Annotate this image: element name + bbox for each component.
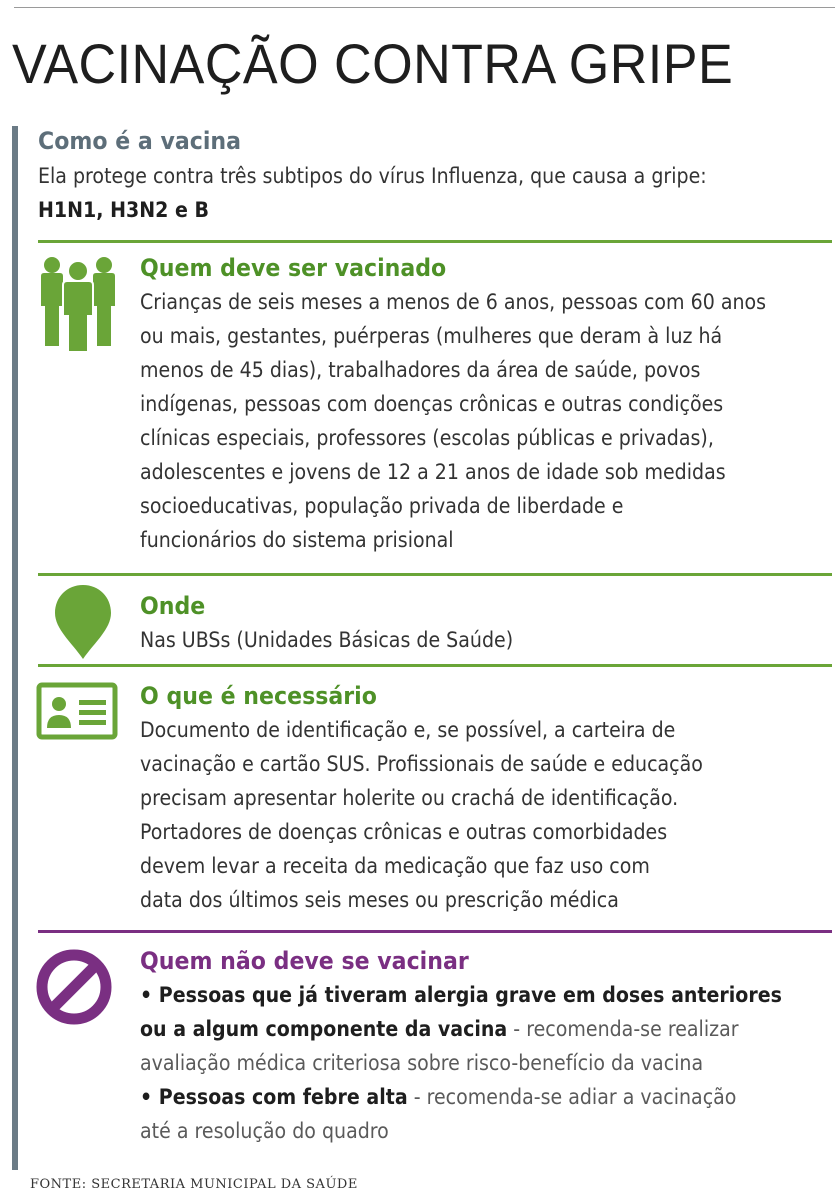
divider-1 [38, 240, 832, 243]
section-required-heading: O que é necessário [140, 682, 377, 710]
section-where-heading: Onde [140, 592, 206, 620]
where-text: Nas UBSs (Unidades Básicas de Saúde) [140, 628, 514, 652]
people-icon [38, 254, 118, 358]
who-line: funcionários do sistema prisional [140, 528, 454, 552]
not-item-2-line-1 [140, 1080, 782, 1114]
section-vaccine-heading: Como é a vacina [38, 127, 242, 155]
top-rule [14, 7, 835, 8]
divider-4 [38, 930, 832, 933]
section-required-text [140, 713, 703, 917]
who-line: adolescentes e jovens de 12 a 21 anos de idade sob medidas [140, 460, 726, 484]
required-line: vacinação e cartão SUS. Profissionais de saúde e educação [140, 752, 703, 776]
not-item-2-strong: • Pessoas com febre alta [140, 1085, 408, 1109]
required-line: devem levar a receita da medicação que faz uso com [140, 854, 650, 878]
not-item-2-line-2: até a resolução do quadro [140, 1119, 389, 1143]
location-pin-icon [52, 583, 114, 665]
section-vaccine [38, 125, 777, 227]
who-line: socioeducativas, população privada de liberdade e [140, 494, 624, 518]
section-required [140, 680, 762, 917]
not-item-1-line-2 [140, 1012, 782, 1046]
who-line: indígenas, pessoas com doenças crônicas e outras condições [140, 392, 724, 416]
who-line: clínicas especiais, professores (escolas públicas e privadas), [140, 426, 714, 450]
source-credit: FONTE: SECRETARIA MUNICIPAL DA SAÚDE [30, 1177, 358, 1192]
section-who-heading: Quem deve ser vacinado [140, 254, 447, 282]
section-where-text [140, 623, 513, 657]
required-line: Documento de identificação e, se possível, a carteira de [140, 718, 676, 742]
section-vaccine-text [38, 159, 707, 227]
not-item-1-rest: - recomenda-se realizar [507, 1017, 739, 1041]
who-line: Crianças de seis meses a menos de 6 anos, pessoas com 60 anos [140, 290, 767, 314]
section-who-text [140, 285, 766, 557]
not-item-1-strong: ou a algum componente da vacina [140, 1017, 508, 1041]
not-item-1-line-1: • Pessoas que já tiveram alergia grave em doses anteriores [140, 983, 782, 1007]
side-bar [12, 126, 18, 1170]
prohibited-icon [34, 947, 114, 1031]
page-title: VACINAÇÃO CONTRA GRIPE [12, 32, 734, 95]
divider-2 [38, 573, 832, 576]
section-not-heading: Quem não deve se vacinar [140, 947, 469, 975]
not-item-2-rest: - recomenda-se adiar a vacinação [407, 1085, 737, 1109]
who-line: ou mais, gestantes, puérperas (mulheres que deram à luz há [140, 324, 723, 348]
vaccine-line-1: Ela protege contra três subtipos do vírus Influenza, que causa a gripe: [38, 164, 707, 188]
section-not [140, 945, 835, 1148]
section-not-text [140, 978, 782, 1148]
id-card-icon [36, 682, 118, 744]
not-item-1-line-3: avaliação médica criteriosa sobre risco-benefício da vacina [140, 1051, 704, 1075]
section-who [140, 252, 832, 557]
required-line: Portadores de doenças crônicas e outras comorbidades [140, 820, 668, 844]
section-where [140, 590, 552, 657]
vaccine-subtypes: H1N1, H3N2 e B [38, 198, 209, 222]
required-line: precisam apresentar holerite ou crachá de identificação. [140, 786, 679, 810]
divider-3 [38, 664, 832, 667]
who-line: menos de 45 dias), trabalhadores da área de saúde, povos [140, 358, 701, 382]
required-line: data dos últimos seis meses ou prescrição médica [140, 888, 619, 912]
